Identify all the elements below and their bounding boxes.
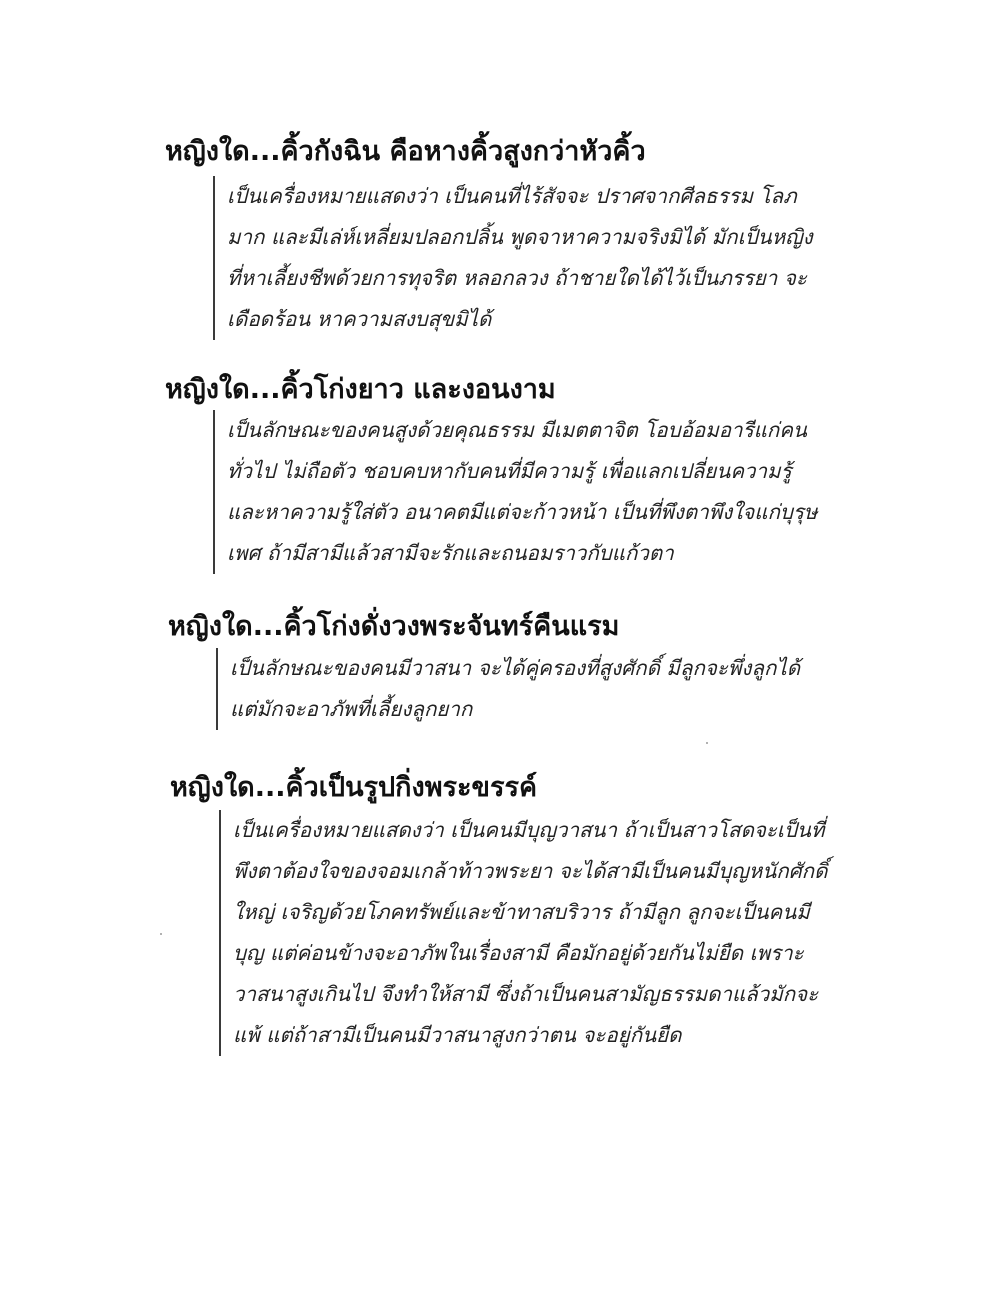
body-line: วาสนาสูงเกินไป จึงทำให้สามี ซึ่งถ้าเป็นคนสามัญธรรมดาแล้วมักจะ bbox=[233, 982, 819, 1006]
body-line: บุญ แต่ค่อนข้างจะอาภัพในเรื่องสามี คือมักอยู่ด้วยกันไม่ยืด เพราะ bbox=[233, 941, 804, 965]
section-heading: หญิงใด...คิ้วโก่งยาว และงอนงาม bbox=[165, 374, 556, 405]
body-line: ใหญ่ เจริญด้วยโภคทรัพย์และข้าทาสบริวาร ถ้ามีลูก ลูกจะเป็นคนมี bbox=[233, 900, 810, 924]
section-heading: หญิงใด...คิ้วกังฉิน คือหางคิ้วสูงกว่าหัวคิ้ว bbox=[165, 136, 646, 167]
body-line: เป็นเครื่องหมายแสดงว่า เป็นคนมีบุญวาสนา ถ้าเป็นสาวโสดจะเป็นที่ bbox=[233, 818, 825, 842]
body-line: เดือดร้อน หาความสงบสุขมิได้ bbox=[227, 307, 492, 331]
body-line: เป็นเครื่องหมายแสดงว่า เป็นคนที่ไร้สัจจะ ปราศจากศีลธรรม โลภ bbox=[227, 184, 797, 208]
body-line: แพ้ แต่ถ้าสามีเป็นคนมีวาสนาสูงกว่าตน จะอยู่กันยืด bbox=[233, 1023, 682, 1047]
section-heading: หญิงใด...คิ้วเป็นรูปกิ่งพระขรรค์ bbox=[170, 772, 538, 803]
body-line: พึงตาต้องใจของจอมเกล้าท้าวพระยา จะได้สามีเป็นคนมีบุญหนักศักดิ์ bbox=[233, 859, 828, 883]
body-line: ที่หาเลี้ยงชีพด้วยการทุจริต หลอกลวง ถ้าชายใดได้ไว้เป็นภรรยา จะ bbox=[227, 266, 807, 290]
body-line: และหาความรู้ใส่ตัว อนาคตมีแต่จะก้าวหน้า เป็นที่พึงตาพึงใจแก่บุรุษ bbox=[227, 500, 818, 524]
body-line: ทั่วไป ไม่ถือตัว ชอบคบหากับคนที่มีความรู้ เพื่อแลกเปลี่ยนความรู้ bbox=[227, 459, 792, 483]
body-line: แต่มักจะอาภัพที่เลี้ยงลูกยาก bbox=[230, 697, 473, 721]
body-line: เป็นลักษณะของคนสูงด้วยคุณธรรม มีเมตตาจิต โอบอ้อมอารีแก่คน bbox=[227, 418, 807, 442]
body-line: มาก และมีเล่ห์เหลี่ยมปลอกปลิ้น พูดจาหาความจริงมิได้ มักเป็นหญิง bbox=[227, 225, 813, 249]
section-heading: หญิงใด...คิ้วโก่งดั่งวงพระจันทร์คืนแรม bbox=[168, 611, 620, 642]
body-line: เป็นลักษณะของคนมีวาสนา จะได้คู่ครองที่สูงศักดิ์ มีลูกจะพึ่งลูกได้ bbox=[230, 656, 801, 680]
section-body bbox=[219, 810, 827, 1056]
scan-speck bbox=[706, 742, 708, 744]
scan-speck bbox=[160, 933, 162, 935]
body-line: เพศ ถ้ามีสามีแล้วสามีจะรักและถนอมราวกับแก้วตา bbox=[227, 541, 674, 565]
section-body bbox=[213, 410, 817, 574]
section-body bbox=[216, 648, 800, 730]
section-body bbox=[213, 176, 813, 340]
